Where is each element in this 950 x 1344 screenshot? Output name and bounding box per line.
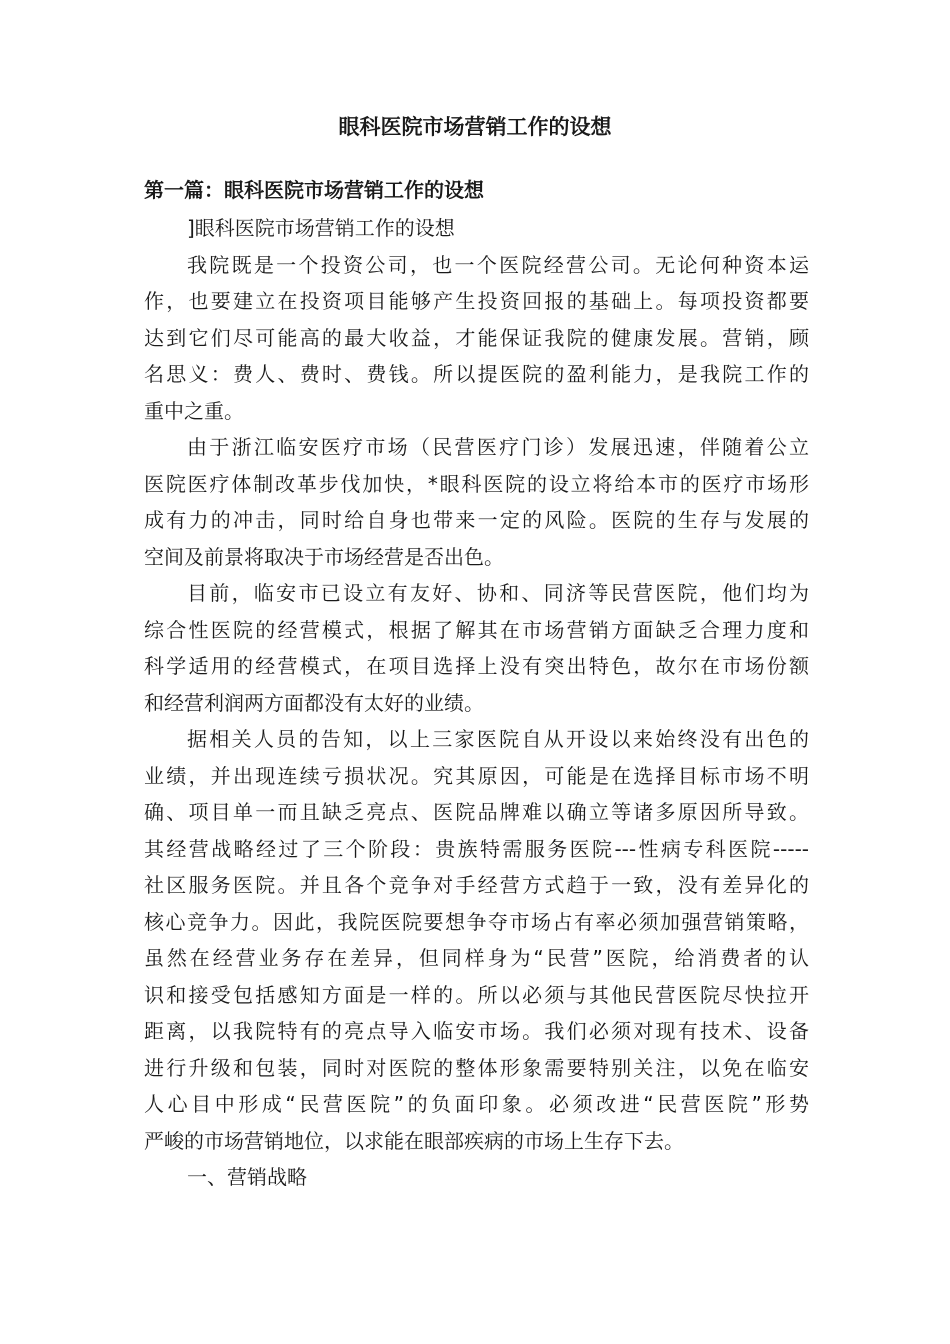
text-line: 据相关人员的告知，以上三家医院自从开设以来始终没有出色的: [187, 727, 809, 751]
text-line: 距离，以我院特有的亮点导入临安市场。我们必须对现有技术、设备: [144, 1019, 809, 1043]
text-line: 作，也要建立在投资项目能够产生投资回报的基础上。每项投资都要: [144, 289, 809, 313]
text-line: 我院既是一个投资公司，也一个医院经营公司。无论何种资本运: [187, 252, 809, 277]
document-title: 眼科医院市场营销工作的设想: [338, 115, 612, 139]
text-line: 目前，临安市已设立有友好、协和、同济等民营医院，他们均为: [187, 581, 809, 605]
text-line: 虽然在经营业务存在差异，但同样身为“民营”医院，给消费者的认: [144, 946, 809, 970]
text-line: 核心竞争力。因此，我院医院要想争夺市场占有率必须加强营销策略，: [144, 909, 809, 934]
text-line: 综合性医院的经营模式，根据了解其在市场营销方面缺乏合理力度和: [144, 617, 809, 642]
text-line: 人心目中形成“民营医院”的负面印象。必须改进“民营医院”形势: [144, 1092, 809, 1116]
text-line: 重中之重。: [144, 398, 244, 423]
text-line: 业绩，并出现连续亏损状况。究其原因，可能是在选择目标市场不明: [144, 763, 809, 788]
text-line: 达到它们尽可能高的最大收益，才能保证我院的健康发展。营销，顾: [144, 325, 809, 350]
document-body: [144, 210, 809, 1196]
text-line: 成有力的冲击，同时给自身也带来一定的风险。医院的生存与发展的: [144, 508, 809, 532]
text-line: 一、营销战略: [187, 1165, 307, 1189]
text-line: 科学适用的经营模式，在项目选择上没有突出特色，故尔在市场份额: [144, 654, 809, 678]
text-line: 严峻的市场营销地位，以求能在眼部疾病的市场上生存下去。: [144, 1128, 684, 1153]
text-line: 和经营利润两方面都没有太好的业绩。: [144, 690, 484, 715]
text-line: 进行升级和包装，同时对医院的整体形象需要特别关注，以免在临安: [144, 1055, 809, 1080]
text-line: 其经营战略经过了三个阶段：贵族特需服务医院---性病专科医院-----: [144, 836, 809, 861]
text-line: 名思义：费人、费时、费钱。所以提医院的盈利能力，是我院工作的: [144, 362, 809, 386]
text-line: 确、项目单一而且缺乏亮点、医院品牌难以确立等诸多原因所导致。: [144, 800, 809, 824]
text-line: ]眼科医院市场营销工作的设想: [187, 216, 455, 240]
text-line: 医院医疗体制改革步伐加快，*眼科医院的设立将给本市的医疗市场形: [144, 471, 809, 496]
section-heading: 第一篇：眼科医院市场营销工作的设想: [144, 178, 484, 202]
text-line: 由于浙江临安医疗市场（民营医疗门诊）发展迅速，伴随着公立: [187, 435, 809, 459]
text-line: 社区服务医院。并且各个竞争对手经营方式趋于一致，没有差异化的: [144, 873, 809, 897]
text-line: 识和接受包括感知方面是一样的。所以必须与其他民营医院尽快拉开: [144, 982, 809, 1007]
text-line: 空间及前景将取决于市场经营是否出色。: [144, 544, 504, 569]
